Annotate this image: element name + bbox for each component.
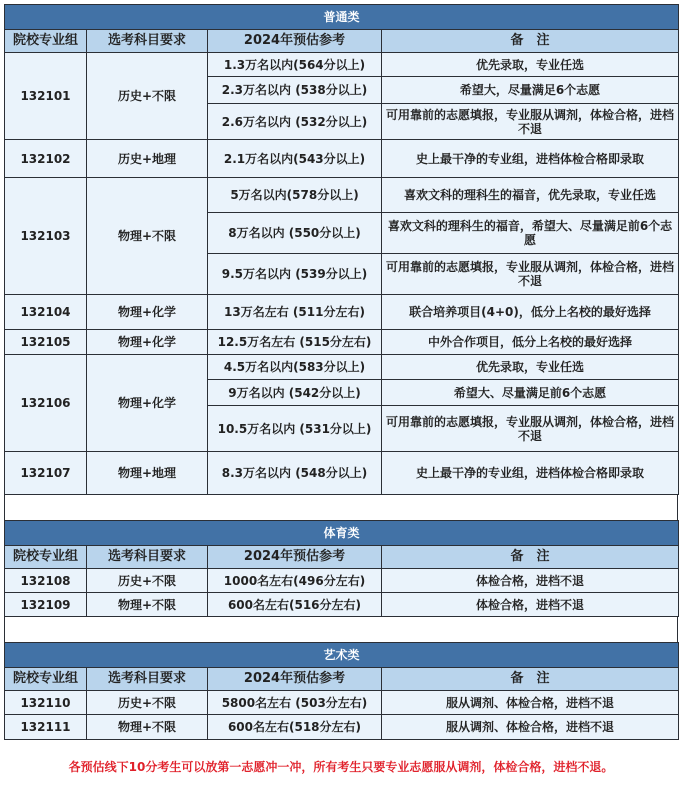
table-row (5, 140, 679, 178)
estimate-reference: 2.3万名以内 (538分以上) (208, 77, 382, 104)
remark: 喜欢文科的理科生的福音，优先录取，专业任选 (382, 178, 679, 213)
table-row (5, 593, 679, 617)
table-row (5, 178, 679, 213)
column-header: 备 注 (382, 668, 679, 691)
table-row (5, 295, 679, 330)
estimate-reference: 10.5万名以内 (531分以上) (208, 406, 382, 452)
group-code: 132104 (5, 295, 87, 330)
remark: 体检合格，进档不退 (382, 569, 679, 593)
subject-requirement: 历史+不限 (87, 53, 208, 140)
column-header: 院校专业组 (5, 668, 87, 691)
table-row (5, 569, 679, 593)
column-header: 选考科目要求 (87, 30, 208, 53)
estimate-reference: 1.3万名以内(564分以上) (208, 53, 382, 77)
section-title: 普通类 (5, 5, 679, 30)
table-row (5, 355, 679, 380)
estimate-reference: 600名左右(518分左右) (208, 715, 382, 740)
section-table (4, 4, 679, 495)
section-gap (4, 617, 678, 642)
group-code: 132110 (5, 691, 87, 715)
remark: 联合培养项目(4+0)，低分上名校的最好选择 (382, 295, 679, 330)
column-header: 备 注 (382, 30, 679, 53)
group-code: 132102 (5, 140, 87, 178)
remark: 希望大、尽量满足前6个志愿 (382, 380, 679, 406)
estimate-reference: 8.3万名以内 (548分以上) (208, 452, 382, 495)
estimate-reference: 5万名以内(578分以上) (208, 178, 382, 213)
estimate-reference: 2.6万名以内 (532分以上) (208, 104, 382, 140)
table-row (5, 715, 679, 740)
estimate-reference: 600名左右(516分左右) (208, 593, 382, 617)
subject-requirement: 物理+化学 (87, 295, 208, 330)
estimate-reference: 12.5万名左右 (515分左右) (208, 330, 382, 355)
table-row (5, 53, 679, 77)
remark: 服从调剂、体检合格，进档不退 (382, 715, 679, 740)
remark: 优先录取，专业任选 (382, 53, 679, 77)
remark: 史上最干净的专业组，进档体检合格即录取 (382, 140, 679, 178)
group-code: 132111 (5, 715, 87, 740)
admission-tables (4, 4, 678, 740)
subject-requirement: 物理+化学 (87, 330, 208, 355)
group-code: 132109 (5, 593, 87, 617)
section-title: 体育类 (5, 521, 679, 546)
column-header: 2024年预估参考 (208, 546, 382, 569)
table-row (5, 691, 679, 715)
table-row (5, 452, 679, 495)
group-code: 132107 (5, 452, 87, 495)
remark: 喜欢文科的理科生的福音，希望大、尽量满足前6个志愿 (382, 213, 679, 254)
remark: 可用靠前的志愿填报，专业服从调剂，体检合格，进档不退 (382, 406, 679, 452)
subject-requirement: 物理+地理 (87, 452, 208, 495)
estimate-reference: 9.5万名以内 (539分以上) (208, 254, 382, 295)
remark: 可用靠前的志愿填报，专业服从调剂，体检合格，进档不退 (382, 254, 679, 295)
remark: 中外合作项目，低分上名校的最好选择 (382, 330, 679, 355)
remark: 可用靠前的志愿填报，专业服从调剂，体检合格，进档不退 (382, 104, 679, 140)
column-header: 选考科目要求 (87, 546, 208, 569)
group-code: 132106 (5, 355, 87, 452)
group-code: 132105 (5, 330, 87, 355)
column-header: 2024年预估参考 (208, 668, 382, 691)
subject-requirement: 历史+地理 (87, 140, 208, 178)
column-header: 院校专业组 (5, 546, 87, 569)
estimate-reference: 8万名以内 (550分以上) (208, 213, 382, 254)
estimate-reference: 2.1万名以内(543分以上) (208, 140, 382, 178)
subject-requirement: 物理+不限 (87, 178, 208, 295)
remark: 优先录取，专业任选 (382, 355, 679, 380)
estimate-reference: 9万名以内 (542分以上) (208, 380, 382, 406)
subject-requirement: 历史+不限 (87, 569, 208, 593)
column-header: 备 注 (382, 546, 679, 569)
estimate-reference: 1000名左右(496分左右) (208, 569, 382, 593)
estimate-reference: 5800名左右 (503分左右) (208, 691, 382, 715)
section-gap (4, 495, 678, 520)
estimate-reference: 13万名左右 (511分左右) (208, 295, 382, 330)
column-header: 院校专业组 (5, 30, 87, 53)
section-title: 艺术类 (5, 643, 679, 668)
column-header: 选考科目要求 (87, 668, 208, 691)
subject-requirement: 历史+不限 (87, 691, 208, 715)
subject-requirement: 物理+不限 (87, 593, 208, 617)
group-code: 132108 (5, 569, 87, 593)
section-table (4, 520, 679, 617)
column-header: 2024年预估参考 (208, 30, 382, 53)
subject-requirement: 物理+不限 (87, 715, 208, 740)
estimate-reference: 4.5万名以内(583分以上) (208, 355, 382, 380)
footer-note: 各预估线下10分考生可以放第一志愿冲一冲，所有考生只要专业志愿服从调剂，体检合格，进档不退。 (68, 760, 614, 774)
group-code: 132101 (5, 53, 87, 140)
remark: 希望大，尽量满足6个志愿 (382, 77, 679, 104)
remark: 体检合格，进档不退 (382, 593, 679, 617)
remark: 史上最干净的专业组，进档体检合格即录取 (382, 452, 679, 495)
table-row (5, 330, 679, 355)
group-code: 132103 (5, 178, 87, 295)
subject-requirement: 物理+化学 (87, 355, 208, 452)
section-table (4, 642, 679, 740)
remark: 服从调剂、体检合格，进档不退 (382, 691, 679, 715)
